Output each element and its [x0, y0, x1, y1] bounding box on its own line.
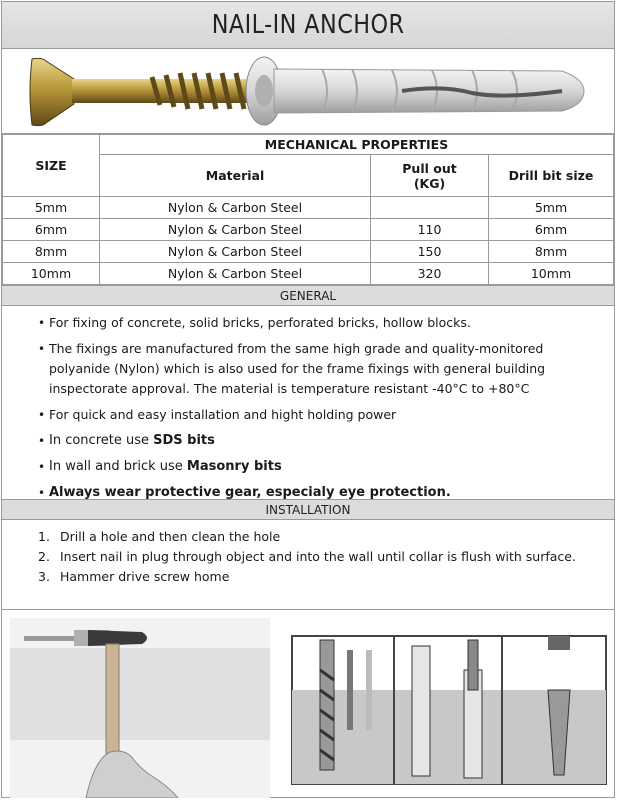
- list-item: [49, 483, 600, 503]
- table-row: [3, 263, 614, 285]
- list-item: • For fixing of concrete, solid bricks, perforated bricks, hollow blocks.: [49, 313, 600, 333]
- material-cell: Nylon & Carbon Steel: [100, 263, 371, 285]
- installation-illustrations: [2, 610, 614, 798]
- material-header: Material: [100, 155, 371, 197]
- list-item: • For quick and easy installation and hight holding power: [49, 405, 600, 425]
- drill-bit-cell: 10mm: [489, 263, 614, 285]
- table-row: [3, 241, 614, 263]
- size-cell: 8mm: [3, 241, 100, 263]
- hammer-photo: [10, 618, 270, 798]
- pull-out-cell: 150: [371, 241, 489, 263]
- plug-body: [274, 69, 584, 113]
- general-list: [2, 306, 614, 499]
- size-header: SIZE: [3, 135, 100, 197]
- drill-bit-header: Drill bit size: [489, 155, 614, 197]
- drill-bit-cell: 5mm: [489, 197, 614, 219]
- masonry-bits-text: Masonry bits: [186, 459, 282, 474]
- size-cell: 5mm: [3, 197, 100, 219]
- install-step: 1. Drill a hole and then clean the hole: [38, 529, 281, 544]
- list-item: • In concrete use SDS bits: [49, 431, 600, 451]
- title-bar: [2, 2, 614, 49]
- material-cell: Nylon & Carbon Steel: [100, 219, 371, 241]
- material-cell: Nylon & Carbon Steel: [100, 241, 371, 263]
- pull-out-cell: 320: [371, 263, 489, 285]
- install-step: 3. Hammer drive screw home: [38, 569, 230, 584]
- pull-out-header: Pull out (KG): [371, 155, 489, 197]
- material-cell: Nylon & Carbon Steel: [100, 197, 371, 219]
- table-row: [3, 219, 614, 241]
- table-row: [3, 197, 614, 219]
- drill-bit-cell: 6mm: [489, 219, 614, 241]
- general-heading: GENERAL: [2, 285, 614, 306]
- pull-out-cell: 110: [371, 219, 489, 241]
- step-diagrams: [292, 636, 606, 784]
- installation-steps: [2, 520, 614, 610]
- installation-heading: INSTALLATION: [2, 499, 614, 520]
- sds-bits-text: SDS bits: [153, 433, 215, 448]
- product-sheet: [1, 1, 615, 798]
- drill-bit-cell: 8mm: [489, 241, 614, 263]
- page-title: NAIL-IN ANCHOR: [211, 10, 405, 40]
- pull-out-cell: [371, 197, 489, 219]
- list-item: • The fixings are manufactured from the same high grade and quality-monitored polyanide (Nylon) which is also used for the frame fixings with general building inspectorate approval. The material is temperature resistant -40°C to +80°C: [49, 339, 600, 399]
- size-cell: 6mm: [3, 219, 100, 241]
- mechanical-properties-header: MECHANICAL PROPERTIES: [100, 135, 614, 155]
- nail-head: [30, 58, 74, 125]
- install-step: 2. Insert nail in plug through object and into the wall until collar is flush with surface.: [38, 549, 576, 564]
- list-item: • In wall and brick use Masonry bits: [49, 457, 600, 477]
- size-cell: 10mm: [3, 263, 100, 285]
- mechanical-properties-table: [2, 134, 614, 285]
- nail-anchor-illustration: [2, 49, 616, 134]
- safety-warning: Always wear protective gear, especialy eye protection.: [49, 485, 451, 500]
- product-photo: [2, 49, 614, 134]
